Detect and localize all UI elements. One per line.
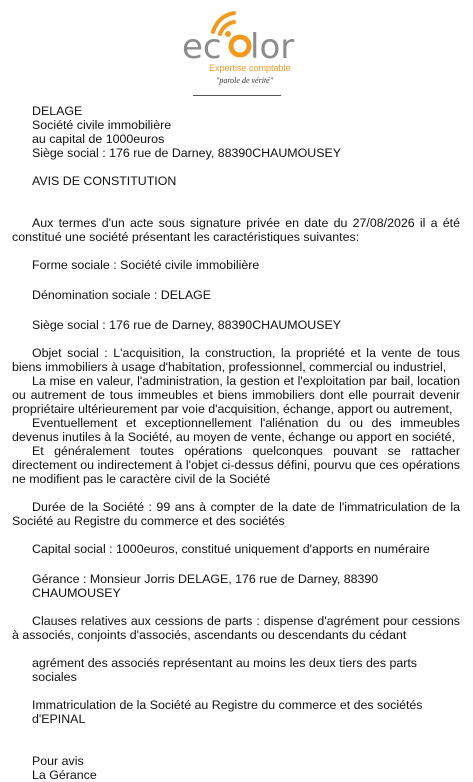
logo-signature: "parole de vérité"	[216, 76, 274, 85]
objet-social-1: Objet social : L'acquisition, la construction, la propriété et la vente de tous biens immobiliers à usage d'habitation, professionnel, commercial ou industriel,	[12, 346, 460, 374]
objet-social-4: Et généralement toutes opérations quelconques pouvant se rattacher directement ou indirectement à l'objet ci-dessus défini, pourvu que ces opérations ne modifient pas le caractère civil de la Société	[12, 444, 460, 486]
capital-social: Capital social : 1000euros, constitué uniquement d'apports en numéraire	[32, 542, 430, 556]
objet-social-2: La mise en valeur, l'administration, la gestion et l'exploitation par bail, location ou autrement de tous immeubles et biens immobiliers dont elle pourrait devenir propriétaire ultérieurement par voie d'acquisition, échange, apport ou autrement,	[12, 374, 460, 416]
duree-societe: Durée de la Société : 99 ans à compter de la date de l'immatriculation de la Société au Registre du commerce et des sociétés	[12, 500, 460, 528]
objet-social-3: Eventuellement et exceptionnellement l'aliénation du ou des immeubles devenus inutiles à la Société, au moyen de vente, échange ou apport en société,	[12, 416, 460, 444]
legal-notice	[12, 104, 460, 782]
immatriculation: Immatriculation de la Société au Registre du commerce et des sociétés d'EPINAL	[32, 698, 423, 726]
company-name: DELAGE	[32, 104, 83, 118]
logo-tagline: Expertise comptable	[209, 63, 291, 73]
denomination-sociale: Dénomination sociale : DELAGE	[32, 288, 212, 302]
la-gerance: La Gérance	[32, 768, 97, 782]
agrement-associes: agrément des associés représentant au moins les deux tiers des parts sociales	[32, 656, 417, 684]
gerance: Gérance : Monsieur Jorris DELAGE, 176 rue de Darney, 88390 CHAUMOUSEY	[32, 572, 379, 600]
siege-social: Siège social : 176 rue de Darney, 88390CHAUMOUSEY	[32, 318, 342, 332]
logo-word-right: lor	[250, 27, 295, 67]
company-address: Siège social : 176 rue de Darney, 88390CHAUMOUSEY	[32, 146, 342, 160]
logo-divider	[193, 95, 281, 96]
company-form: Société civile immobilière	[32, 118, 172, 132]
logo-o-ring	[231, 37, 249, 55]
forme-sociale: Forme sociale : Société civile immobilière	[32, 258, 260, 272]
eclor-logo	[180, 8, 300, 90]
pour-avis: Pour avis	[32, 754, 84, 768]
logo-word-left: ec	[182, 27, 222, 67]
clauses-cessions: Clauses relatives aux cessions de parts : dispense d'agrément pour cessions à associés, conjoints d'associés, ascendants ou descendants du cédant	[12, 614, 460, 642]
company-capital: au capital de 1000euros	[32, 132, 165, 146]
notice-title: AVIS DE CONSTITUTION	[32, 174, 177, 188]
intro-paragraph: Aux termes d'un acte sous signature privée en date du 27/08/2026 il a été constitué une société présentant les caractéristiques suivantes:	[12, 216, 460, 244]
